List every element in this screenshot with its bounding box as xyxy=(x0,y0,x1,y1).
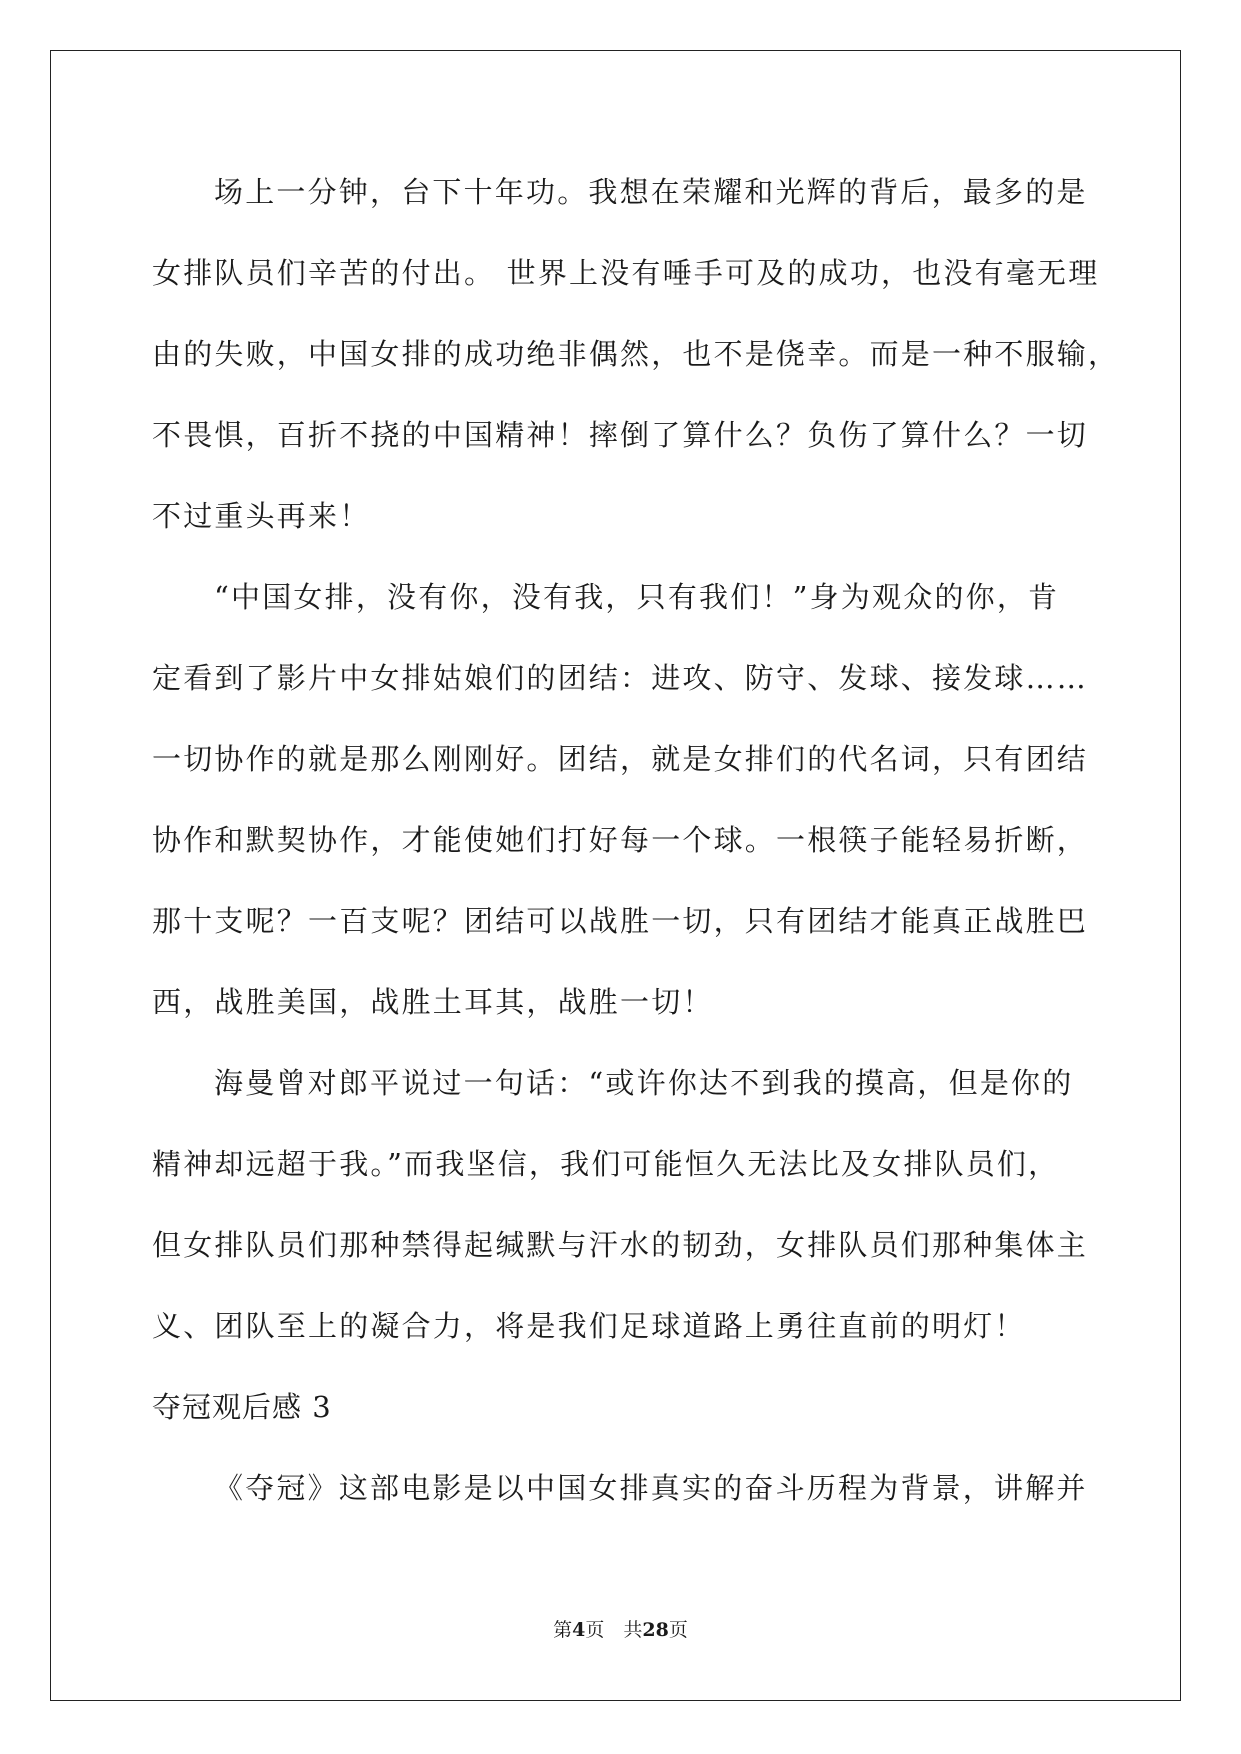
text-line: 那十支呢？一百支呢？团结可以战胜一切，只有团结才能真正战胜巴 xyxy=(152,904,1089,938)
document-body xyxy=(152,160,1120,1537)
text-line: 由的失败，中国女排的成功绝非偶然，也不是侥幸。而是一种不服输， xyxy=(152,337,1120,371)
footer-prefix: 第 xyxy=(553,1619,573,1641)
text-line: 场上一分钟，台下十年功。我想在荣耀和光辉的背后，最多的是 xyxy=(214,175,1088,209)
footer-middle: 页 共 xyxy=(585,1619,643,1641)
footer-page-number: 4 xyxy=(572,1619,586,1641)
footer-suffix: 页 xyxy=(668,1619,688,1641)
text-line: 但女排队员们那种禁得起缄默与汗水的韧劲，女排队员们那种集体主 xyxy=(152,1228,1089,1262)
text-line: “中国女排，没有你，没有我，只有我们！”身为观众的你，肯 xyxy=(214,580,1060,614)
section-heading: 夺冠观后感 3 xyxy=(152,1390,332,1424)
page-footer xyxy=(0,1618,1241,1642)
text-line: 义、团队至上的凝合力，将是我们足球道路上勇往直前的明灯！ xyxy=(152,1309,1026,1343)
text-line: 海曼曾对郎平说过一句话：“或许你达不到我的摸高，但是你的 xyxy=(214,1066,1074,1100)
text-line: 一切协作的就是那么刚刚好。团结，就是女排们的代名词，只有团结 xyxy=(152,742,1089,776)
text-line: 定看到了影片中女排姑娘们的团结：进攻、防守、发球、接发球…… xyxy=(152,661,1089,695)
text-line: 精神却远超于我。”而我坚信，我们可能恒久无法比及女排队员们， xyxy=(152,1147,1060,1181)
footer-total-pages: 28 xyxy=(642,1619,669,1641)
text-line: 西，战胜美国，战胜土耳其，战胜一切！ xyxy=(152,985,714,1019)
text-line: 女排队员们辛苦的付出。 世界上没有唾手可及的成功，也没有毫无理 xyxy=(152,256,1100,290)
text-line: 不畏惧，百折不挠的中国精神！摔倒了算什么？负伤了算什么？一切 xyxy=(152,418,1089,452)
text-line: 《夺冠》这部电影是以中国女排真实的奋斗历程为背景，讲解并 xyxy=(214,1471,1088,1505)
text-line: 不过重头再来！ xyxy=(152,499,371,533)
text-line: 协作和默契协作，才能使她们打好每一个球。一根筷子能轻易折断， xyxy=(152,823,1089,857)
